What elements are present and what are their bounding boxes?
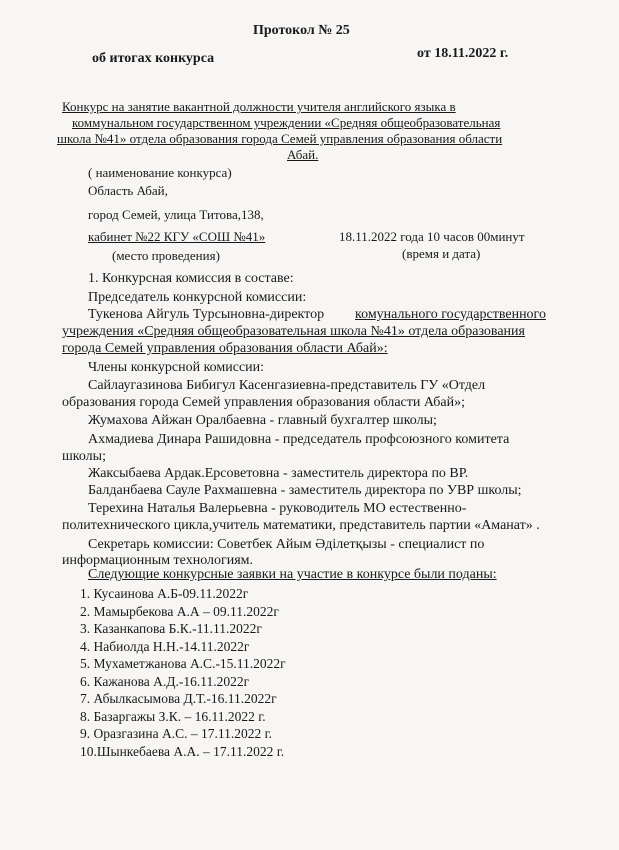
list-item: 1. Кусаинова А.Б-09.11.2022г	[80, 586, 249, 601]
applications-heading: Следующие конкурсные заявки на участие в конкурсе были поданы:	[88, 567, 497, 582]
list-item: 7. Абылкасымова Д.Т.-16.11.2022г	[80, 691, 277, 706]
member-4: Жаксыбаева Ардак.Ерсоветовна - заместитель директора по ВР.	[88, 466, 469, 481]
contest-line-4: Абай.	[287, 147, 319, 162]
member-2: Жумахова Айжан Оралбаевна - главный бухгалтер школы;	[88, 413, 437, 428]
datetime-caption: (время и дата)	[402, 246, 481, 261]
secretary-line-1: Секретарь комиссии: Советбек Айым Әділетқызы - специалист по	[88, 537, 485, 552]
member-3-line-1: Ахмадиева Динара Рашидовна - председатель профсоюзного комитета	[88, 432, 510, 447]
contest-line-3: школа №41» отдела образования города Семей управления образования области	[57, 131, 503, 146]
page-title: Протокол № 25	[253, 23, 350, 38]
chair-line-3: города Семей управления образования области Абай»:	[62, 341, 388, 356]
contest-name-caption: ( наименование конкурса)	[88, 165, 232, 180]
member-1-line-2: образования города Семей управления образования области Абай»;	[62, 395, 465, 410]
member-3-line-2: школы;	[62, 449, 106, 464]
secretary-line-2: информационным технологиям.	[62, 553, 254, 568]
protocol-subject: об итогах конкурса	[92, 51, 215, 66]
chair-line-1b: комунального государственного	[355, 307, 546, 322]
contest-datetime: 18.11.2022 года 10 часов 00минут	[339, 229, 525, 244]
list-item: 6. Кажанова А.Д.-16.11.2022г	[80, 673, 250, 689]
member-6-line-1: Терехина Наталья Валерьевна - руководитель МО естественно-	[88, 501, 467, 516]
list-item: 10.Шынкебаева А.А. – 17.11.2022 г.	[80, 743, 285, 759]
protocol-date: от 18.11.2022 г.	[417, 46, 509, 61]
place-caption: (место проведения)	[112, 248, 220, 263]
contest-line-2: коммунальном государственном учреждении «Средняя общеобразовательная	[72, 115, 501, 130]
chair-line-1: Тукенова Айгуль Турсыновна-директор	[88, 307, 325, 322]
list-item: 4. Набиолда Н.Н.-14.11.2022г	[80, 638, 250, 654]
member-6-line-2: политехнического цикла,учитель математики, представитель партии «Аманат» .	[62, 518, 540, 533]
member-1-line-1: Сайлаугазинова Бибигул Касенгазиевна-представитель ГУ «Отдел	[88, 378, 486, 393]
contest-room: кабинет №22 КГУ «СОШ №41»	[88, 229, 266, 244]
contest-line-1: Конкурс на занятие вакантной должности учителя английского языка в	[62, 99, 456, 114]
member-5: Балданбаева Сауле Рахмашевна - заместитель директора по УВР школы;	[88, 483, 522, 498]
members-label: Члены конкурсной комиссии:	[88, 360, 265, 375]
chair-line-2: учреждения «Средняя общеобразовательная школа №41» отдела образования	[62, 324, 525, 339]
commission-heading: 1. Конкурсная комиссия в составе:	[88, 271, 294, 286]
contest-region: Область Абай,	[88, 183, 168, 198]
list-item: 9. Оразгазина А.С. – 17.11.2022 г.	[80, 726, 273, 741]
chair-label: Председатель конкурсной комиссии:	[88, 290, 307, 305]
list-item: 5. Мухаметжанова А.С.-15.11.2022г	[80, 656, 286, 671]
applications-list	[80, 586, 286, 761]
list-item: 2. Мамырбекова А.А – 09.11.2022г	[80, 603, 279, 619]
list-item: 8. Базаргажы З.К. – 16.11.2022 г.	[80, 708, 266, 724]
contest-address: город Семей, улица Титова,138,	[88, 207, 264, 222]
list-item: 3. Казанкапова Б.К.-11.11.2022г	[80, 621, 262, 636]
